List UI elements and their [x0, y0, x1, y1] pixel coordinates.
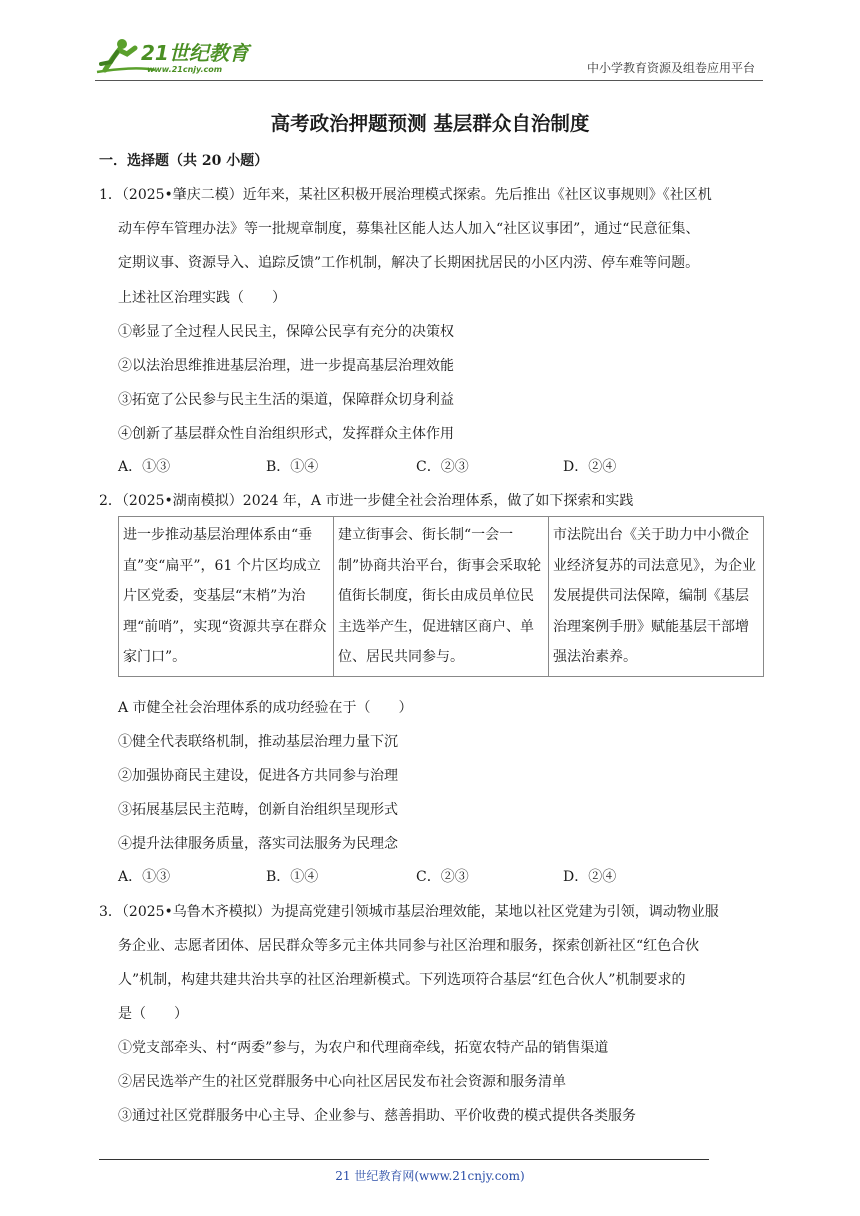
logo-url: www.21cnjy.com [147, 65, 223, 74]
q3-item: ③通过社区党群服务中心主导、企业参与、慈善捐助、平价收费的模式提供各类服务 [118, 1108, 636, 1124]
q1-option-c[interactable]: C．②③ [416, 459, 469, 475]
q1-line: 1．（2025•肇庆二模）近年来，某社区积极开展治理模式探索。先后推出《社区议事规则》《社区机 [99, 187, 712, 203]
q1-item: ③拓宽了公民参与民主生活的渠道，保障群众切身利益 [118, 392, 454, 408]
q1-line: 上述社区治理实践（ ） [118, 290, 286, 306]
q2-item: ②加强协商民主建设，促进各方共同参与治理 [118, 768, 398, 784]
q2-option-a[interactable]: A．①③ [118, 869, 171, 885]
q1-option-a[interactable]: A．①③ [118, 459, 171, 475]
q2-item: ③拓展基层民主范畴，创新自治组织呈现形式 [118, 802, 398, 818]
q3-line: 是（ ） [118, 1006, 188, 1022]
footer-divider [99, 1159, 709, 1160]
page-header [95, 36, 763, 81]
table-cell: 建立街事会、街长制“一会一制”协商共治平台，街事会采取轮值街长制度，街长由成员单位民主选举产生，促进辖区商户、单位、居民共同参与。 [334, 517, 549, 677]
table-cell: 进一步推动基层治理体系由“垂直”变“扁平”，61 个片区均成立片区党委，变基层“末梢”为治理“前哨”，实现“资源共享在群众家门口”。 [119, 517, 334, 677]
footer-link[interactable]: 21 世纪教育网(www.21cnjy.com) [335, 1169, 525, 1183]
q1-item: ①彰显了全过程人民民主，保障公民享有充分的决策权 [118, 324, 454, 340]
q3-item: ①党支部牵头、村“两委”参与，为农户和代理商牵线，拓宽农特产品的销售渠道 [118, 1040, 609, 1056]
page-title: 高考政治押题预测 基层群众自治制度 [270, 112, 590, 135]
q2-table [118, 516, 764, 677]
q1-option-b[interactable]: B．①④ [266, 459, 319, 475]
q2-item: ①健全代表联络机制，推动基层治理力量下沉 [118, 734, 398, 750]
q1-item: ②以法治思维推进基层治理，进一步提高基层治理效能 [118, 358, 454, 374]
q2-option-d[interactable]: D．②④ [563, 869, 617, 885]
q1-line: 动车停车管理办法》等一批规章制度，募集社区能人达人加入“社区议事团”，通过“民意征集、 [118, 221, 700, 237]
q2-stem: 2．（2025•湖南模拟）2024 年，A 市进一步健全社会治理体系，做了如下探索和实践 [99, 493, 634, 509]
q1-item: ④创新了基层群众性自治组织形式，发挥群众主体作用 [118, 426, 454, 442]
q2-item: ④提升法律服务质量，落实司法服务为民理念 [118, 836, 398, 852]
q3-line: 人”机制，构建共建共治共享的社区治理新模式。下列选项符合基层“红色合伙人”机制要求的 [118, 972, 686, 988]
q2-question: A 市健全社会治理体系的成功经验在于（ ） [118, 700, 413, 716]
platform-name: 中小学教育资源及组卷应用平台 [586, 61, 755, 75]
q3-line: 务企业、志愿者团体、居民群众等多元主体共同参与社区治理和服务，探索创新社区“红色合伙 [118, 938, 700, 954]
q2-option-b[interactable]: B．①④ [266, 869, 319, 885]
q1-line: 定期议事、资源导入、追踪反馈”工作机制，解决了长期困扰居民的小区内涝、停车难等问题。 [118, 255, 700, 271]
logo [95, 36, 265, 76]
q2-option-c[interactable]: C．②③ [416, 869, 469, 885]
q3-item: ②居民选举产生的社区党群服务中心向社区居民发布社会资源和服务清单 [118, 1074, 566, 1090]
logo-text: 21世纪教育 [141, 41, 249, 65]
table-cell: 市法院出台《关于助力中小微企业经济复苏的司法意见》，为企业发展提供司法保障，编制《基层治理案例手册》赋能基层干部增强法治素养。 [549, 517, 764, 677]
q1-option-d[interactable]: D．②④ [563, 459, 617, 475]
table-row [119, 517, 764, 677]
section-heading: 一．选择题（共 20 小题） [99, 153, 269, 169]
q3-line: 3．（2025•乌鲁木齐模拟）为提高党建引领城市基层治理效能，某地以社区党建为引领，调动物业服 [99, 904, 719, 920]
